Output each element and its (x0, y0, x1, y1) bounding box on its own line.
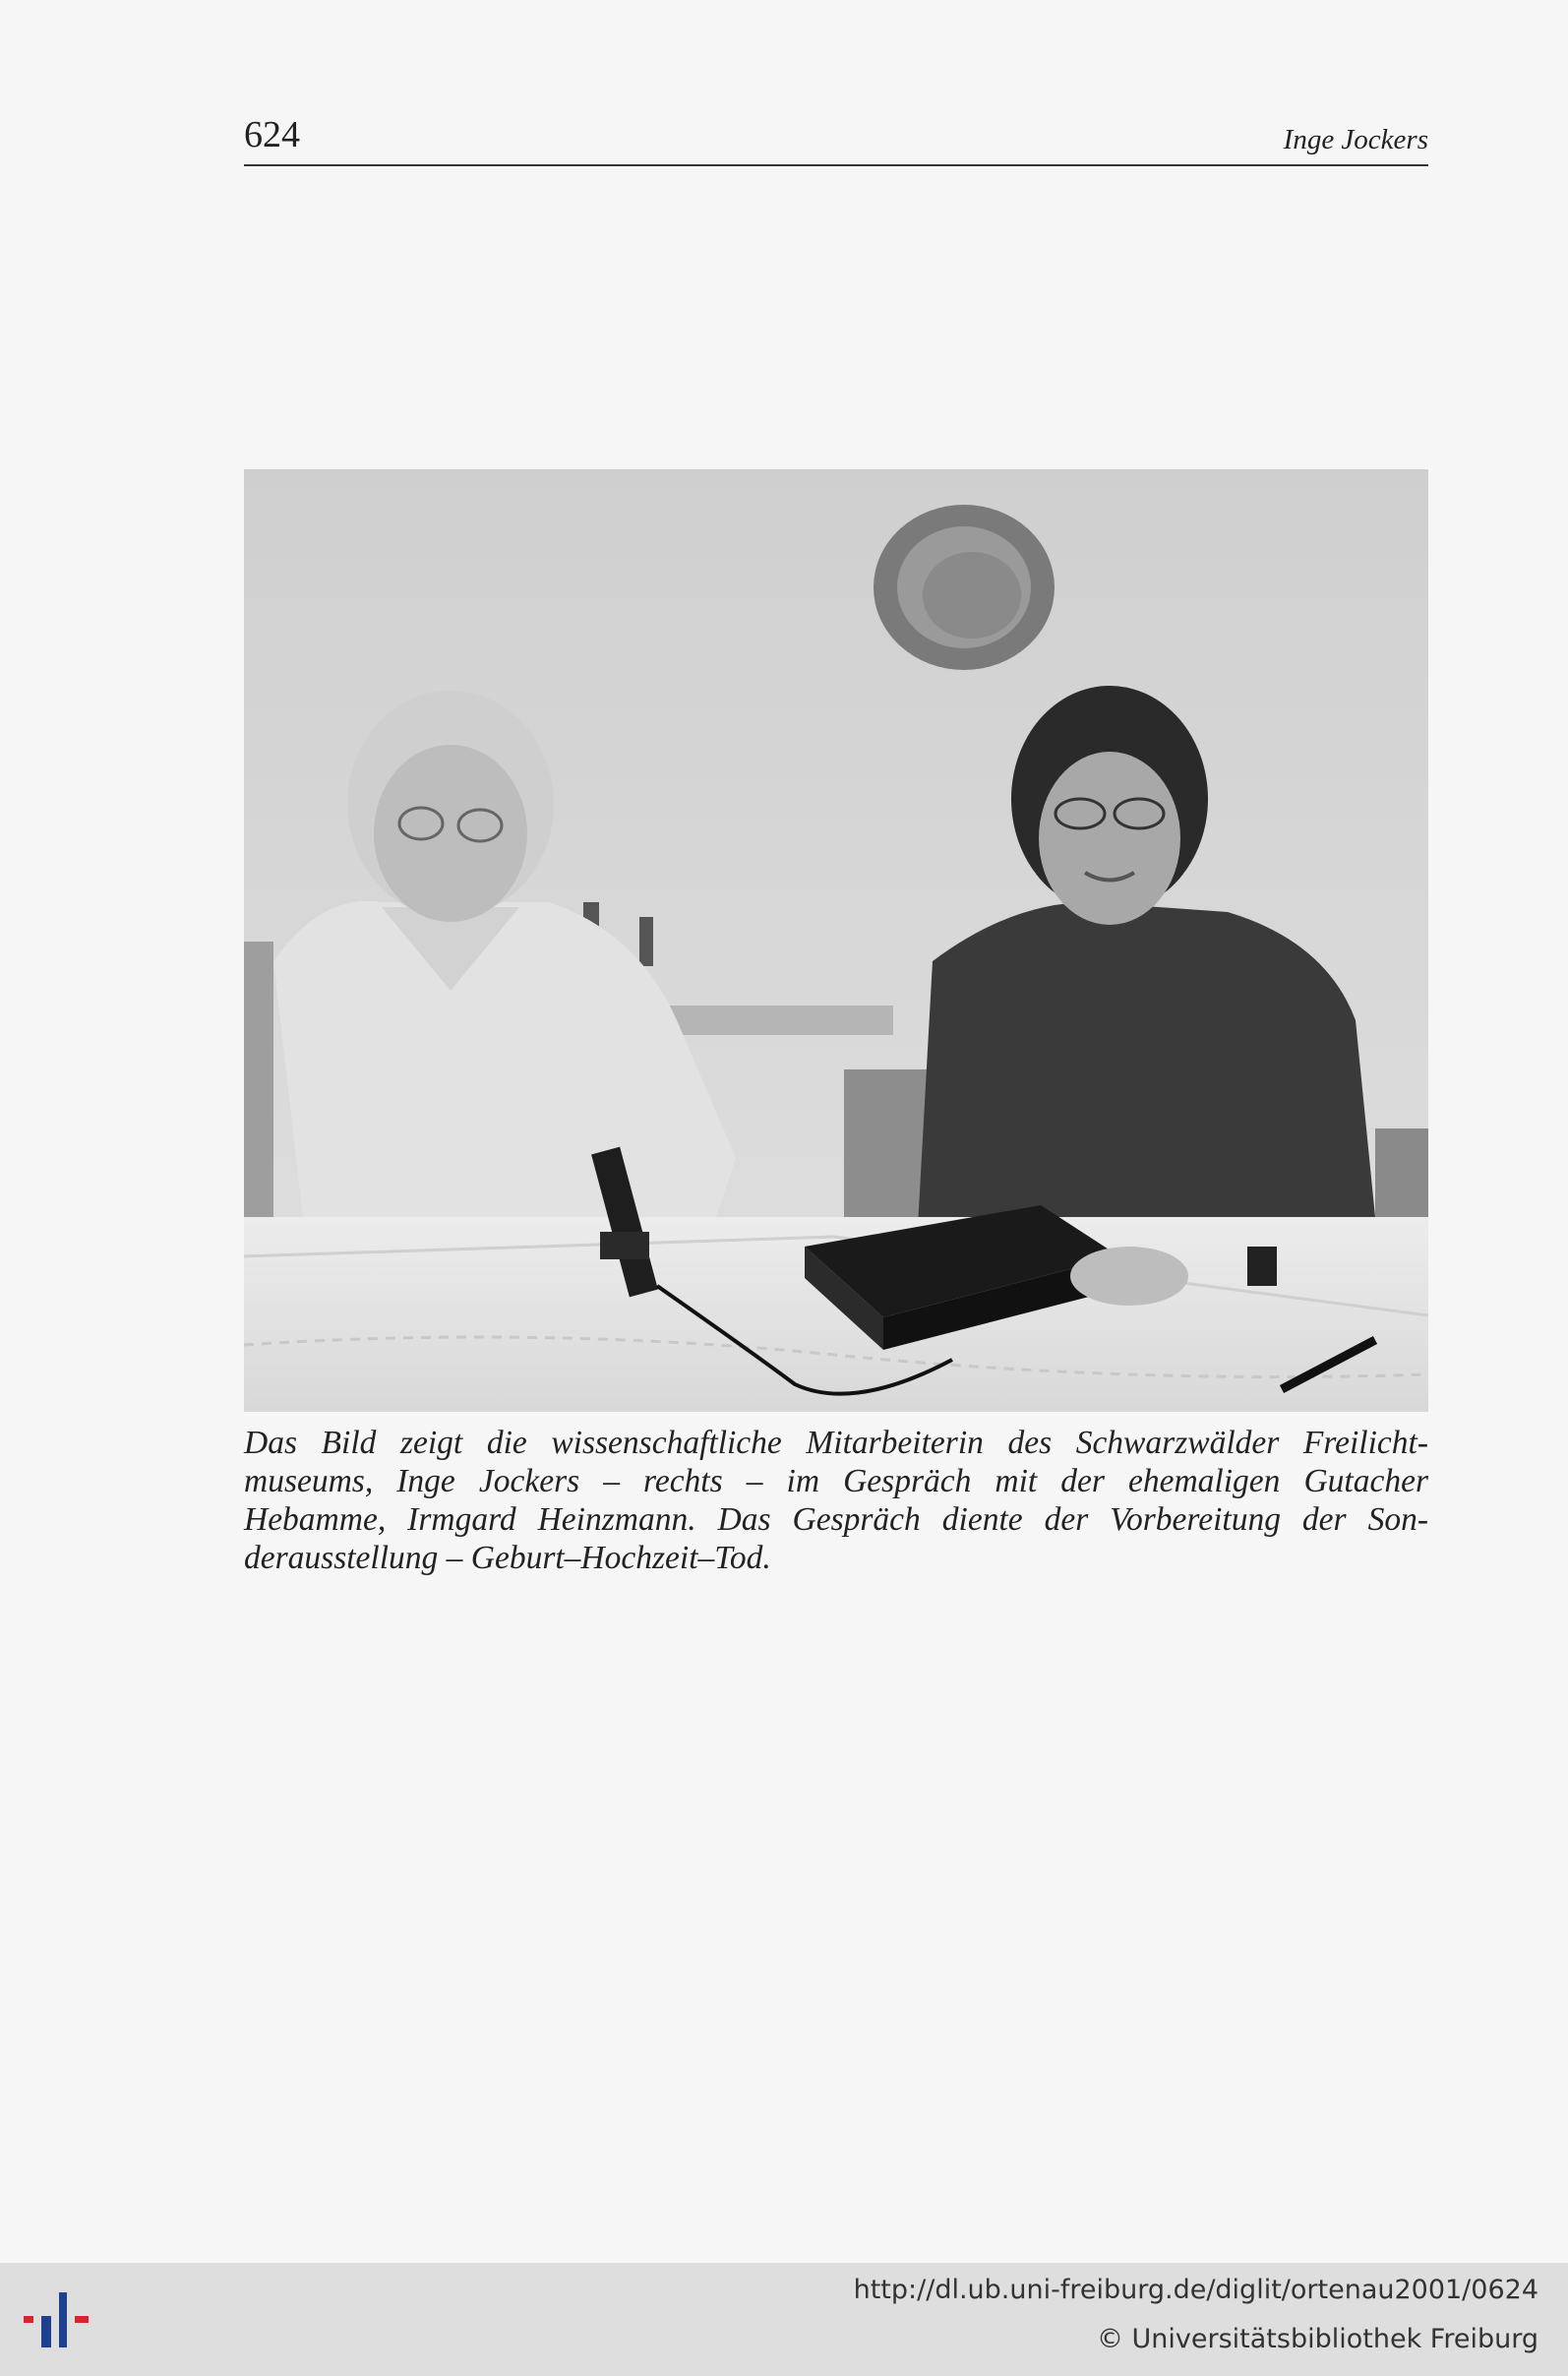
footer-bar (0, 2263, 1568, 2376)
footer-url[interactable]: http://dl.ub.uni-freiburg.de/diglit/ortenau2001/0624 (853, 2275, 1538, 2305)
caption-line: derausstellung – Geburt–Hochzeit–Tod. (244, 1540, 771, 1576)
caption-line: Hebamme, Irmgard Heinzmann. Das Gespräch diente der Vorbereitung der Son- (244, 1501, 1428, 1538)
footer-copyright: © Universitätsbibliothek Freiburg (1096, 2324, 1538, 2354)
header-rule (244, 164, 1428, 166)
photograph-illustration (244, 469, 1428, 1412)
caption-line: Das Bild zeigt die wissenschaftliche Mitarbeiterin des Schwarzwälder Freilicht- (244, 1425, 1428, 1461)
photograph (244, 469, 1428, 1412)
page-number: 624 (244, 114, 300, 155)
running-head: Inge Jockers (1283, 124, 1428, 155)
figure-caption (244, 1424, 1428, 1577)
caption-line: museums, Inge Jockers – rechts – im Gespräch mit der ehemaligen Gutacher (244, 1463, 1428, 1499)
library-logo-icon (20, 2283, 98, 2361)
